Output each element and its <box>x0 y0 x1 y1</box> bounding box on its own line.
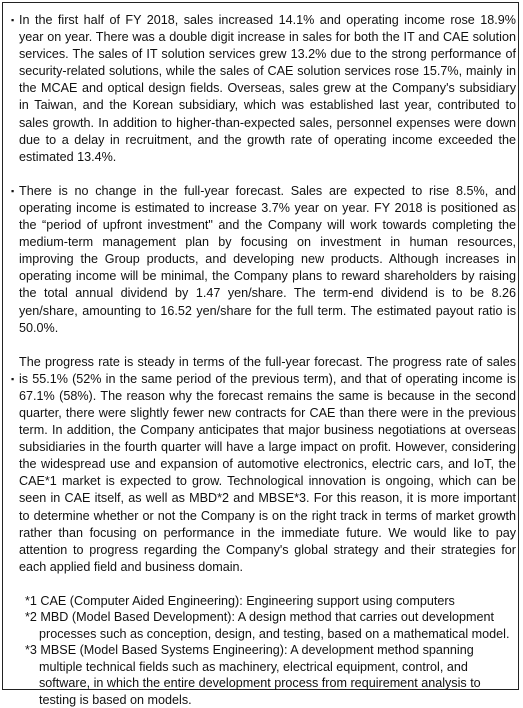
footnote-mbse: *3 MBSE (Model Based Systems Engineering): A development method spanning multiple technical fields such as machinery, electrical equipment, control, and software, in which the entire development process from requirement analysis to testing is based on models. <box>25 643 481 707</box>
footnotes <box>11 593 516 708</box>
paragraph-text: There is no change in the full-year forecast. Sales are expected to rise 8.5%, and operating income is estimated to increase 3.7% year on year. FY 2018 is positioned as the “period of upfront investment" and the Company will work towards completing the medium-term management plan by focusing on investment in human resources, improving the Group products, and developing new products. Although increases in operating income will be minimal, the Company plans to reward shareholders by raising the total annual dividend by 1.47 yen/share. The term-end dividend is to be 8.26 yen/share, amounting to 16.52 yen/share for the full term. The estimated payout ratio is 50.0%. <box>19 183 516 335</box>
bullet-icon: ▪ <box>11 15 15 25</box>
paragraph-full-year-forecast <box>11 183 516 337</box>
paragraph-first-half-results <box>11 12 516 166</box>
footnote-mbd: *2 MBD (Model Based Development): A design method that carries out development processes such as conception, design, and testing, based on a mathematical model. <box>25 610 510 641</box>
bullet-icon: ▪ <box>11 185 15 196</box>
paragraph-text: The progress rate is steady in terms of the full-year forecast. The progress rate of sales is 55.1% (52% in the same period of the previous term), and that of operating income is 67.1% (58%). The reason why the forecast remains the same is because in the second quarter, there were slightly fewer new contracts for CAE than there were in the previous term. In addition, the Company anticipates that major business negotiations at overseas subsidiaries in the fourth quarter will have a large impact on profit. However, considering the widespread use and expansion of automotive electronics, electric cars, and IoT, the CAE*1 market is expected to grow. Technological innovation is ongoing, which can be seen in CAE itself, as well as MBD*2 and MBSE*3. For this reason, it is more important to determine whether or not the Company is on the right track in terms of market growth rather than focusing on performance in the immediate future. We would like to pay attention to progress regarding the Company's global strategy and their strategies for each applied field and business domain. <box>19 354 516 574</box>
paragraph-progress-rate <box>11 354 516 576</box>
commentary-box <box>2 2 519 707</box>
commentary-content <box>11 12 516 708</box>
bullet-icon: ▪ <box>11 373 15 384</box>
footnote-cae: *1 CAE (Computer Aided Engineering): Engineering support using computers <box>25 593 455 608</box>
paragraph-text: In the first half of FY 2018, sales increased 14.1% and operating income rose 18.9% year on year. There was a double digit increase in sales for both the IT and CAE solution services. The sales of IT solution services grew 13.2% due to the strong performance of security-related solutions, while the sales of CAE solution services rose 15.7%, mainly in the MCAE and optical design fields. Overseas, sales grew at the Company's subsidiary in Taiwan, and the Korean subsidiary, which was established last year, contributed to sales growth. In addition to higher-than-expected sales, personnel expenses were down due to a delay in recruitment, and the growth rate of operating income exceeded the estimated 13.4%. <box>19 13 516 164</box>
